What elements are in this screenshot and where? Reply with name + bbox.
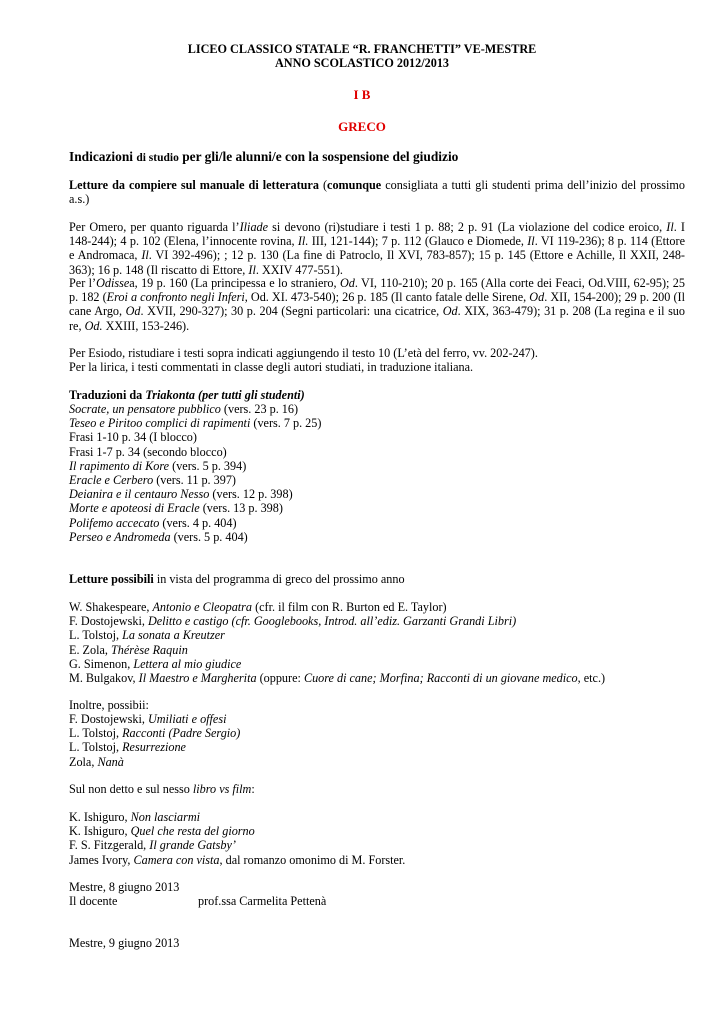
list-item: Morte e apoteosi di Eracle (vers. 13 p. 398) xyxy=(69,501,283,516)
class-heading: I B xyxy=(353,87,371,102)
list-item: E. Zola, Thérèse Raquin xyxy=(69,642,188,657)
list-item: G. Simenon, Lettera al mio giudice xyxy=(69,656,242,671)
list-item: Polifemo accecato (vers. 4 p. 404) xyxy=(69,515,237,530)
list-item: Socrate, un pensatore pubblico (vers. 23 p. 16) xyxy=(69,402,299,416)
list-item: Teseo e Piritoo complici di rapimenti (vers. 7 p. 25) xyxy=(69,416,322,431)
intro-paragraph: Letture da compiere sul manuale di letteratura (comunque consigliata a tutti gli studenti prima dell’inizio del prossimo a.s.) xyxy=(69,178,685,207)
inoltre-heading: Inoltre, possibii: xyxy=(69,698,149,712)
list-item: Zola, Nanà xyxy=(69,754,124,769)
odissea-paragraph: Per l’Odissea, 19 p. 160 (La principessa e lo straniero, Od. VI, 110-210); 20 p. 165 (Alla corte dei Feaci, Od.VIII, 62-95); 25 p. 182 (Eroi a confronto negli Inferi, Od. XI. 473-540); 26 p. 185 (Il canto fatale delle Sirene, Od. XII, 154-200); 29 p. 200 (Il cane Argo, Od. XVII, 290-327); 30 p. 204 (Segni particolari: una cicatrice, Od. XIX, 363-479); 31 p. 208 (La regina e il suo re, Od. XXIII, 153-246). xyxy=(69,276,685,333)
list-item: F. Dostojewski, Delitto e castigo (cfr. Googlebooks, Introd. all’ediz. Garzanti Grandi Libri) xyxy=(69,614,517,629)
esiodo-line: Per Esiodo, ristudiare i testi sopra indicati aggiungendo il testo 10 (L’età del ferro, vv. 202-247). xyxy=(69,346,538,360)
letture-heading: Letture possibili in vista del programma di greco del prossimo anno xyxy=(69,572,405,586)
traduzioni-heading: Traduzioni da Triakonta (per tutti gli studenti) xyxy=(69,388,305,402)
list-item: L. Tolstoj, La sonata a Kreutzer xyxy=(69,628,225,643)
signature-date: Mestre, 8 giugno 2013 xyxy=(69,880,180,894)
omero-paragraph: Per Omero, per quanto riguarda l’Iliade si devono (ri)studiare i testi 1 p. 88; 2 p. 91 (La violazione del codice eroico, Il. I 148-244); 4 p. 102 (Elena, l’innocente rovina, Il. III, 121-144); 7 p. 112 (Glauco e Diomede, Il. VI 119-236); 8 p. 114 (Ettore e Andromaca, Il. VI 392-496); ; 12 p. 130 (La fine di Patroclo, Il XVI, 783-857); 15 p. 145 (Ettore e Achille, Il XXII, 248-363); 16 p. 148 (Il riscatto di Ettore, Il. XXIV 477-551). xyxy=(69,220,685,277)
list-item: L. Tolstoj, Racconti (Padre Sergio) xyxy=(69,726,241,741)
list-item: F. Dostojewski, Umiliati e offesi xyxy=(69,712,227,726)
list-item: Frasi 1-7 p. 34 (secondo blocco) xyxy=(69,444,227,459)
list-item: L. Tolstoj, Resurrezione xyxy=(69,740,186,755)
list-item: K. Ishiguro, Quel che resta del giorno xyxy=(69,824,255,839)
school-year: ANNO SCOLASTICO 2012/2013 xyxy=(274,56,450,70)
inoltre-list xyxy=(69,712,685,769)
list-item: W. Shakespeare, Antonio e Cleopatra (cfr. il film con R. Burton ed E. Taylor) xyxy=(69,600,447,614)
list-item: Il rapimento di Kore (vers. 5 p. 394) xyxy=(69,458,247,473)
list-item: Frasi 1-10 p. 34 (I blocco) xyxy=(69,430,197,445)
school-name: LICEO CLASSICO STATALE “R. FRANCHETTI” VE-MESTRE xyxy=(187,42,537,56)
list-item: Deianira e il centauro Nesso (vers. 12 p. 398) xyxy=(69,487,293,502)
final-date: Mestre, 9 giugno 2013 xyxy=(69,936,180,950)
letture-list xyxy=(69,600,685,685)
nondetto-line: Sul non detto e sul nesso libro vs film: xyxy=(69,782,255,796)
docente-label: Il docente xyxy=(69,894,118,908)
list-item: M. Bulgakov, Il Maestro e Margherita (oppure: Cuore di cane; Morfina; Racconti di un giovane medico, etc.) xyxy=(69,671,606,686)
list-item: Perseo e Andromeda (vers. 5 p. 404) xyxy=(69,529,248,544)
traduzioni-list xyxy=(69,402,685,544)
film-list xyxy=(69,810,685,867)
list-item: K. Ishiguro, Non lasciarmi xyxy=(69,810,201,824)
list-item: James Ivory, Camera con vista, dal romanzo omonimo di M. Forster. xyxy=(69,852,406,867)
docente-name: prof.ssa Carmelita Pettenà xyxy=(198,894,327,908)
list-item: Eracle e Cerbero (vers. 11 p. 397) xyxy=(69,473,236,488)
list-item: F. S. Fitzgerald, Il grande Gatsby’ xyxy=(69,838,236,853)
page-title: Indicazioni di studio per gli/le alunni/e con la sospensione del giudizio xyxy=(69,149,459,164)
lirica-line: Per la lirica, i testi commentati in classe degli autori studiati, in traduzione italiana. xyxy=(69,360,474,374)
subject-heading: GRECO xyxy=(338,119,386,134)
